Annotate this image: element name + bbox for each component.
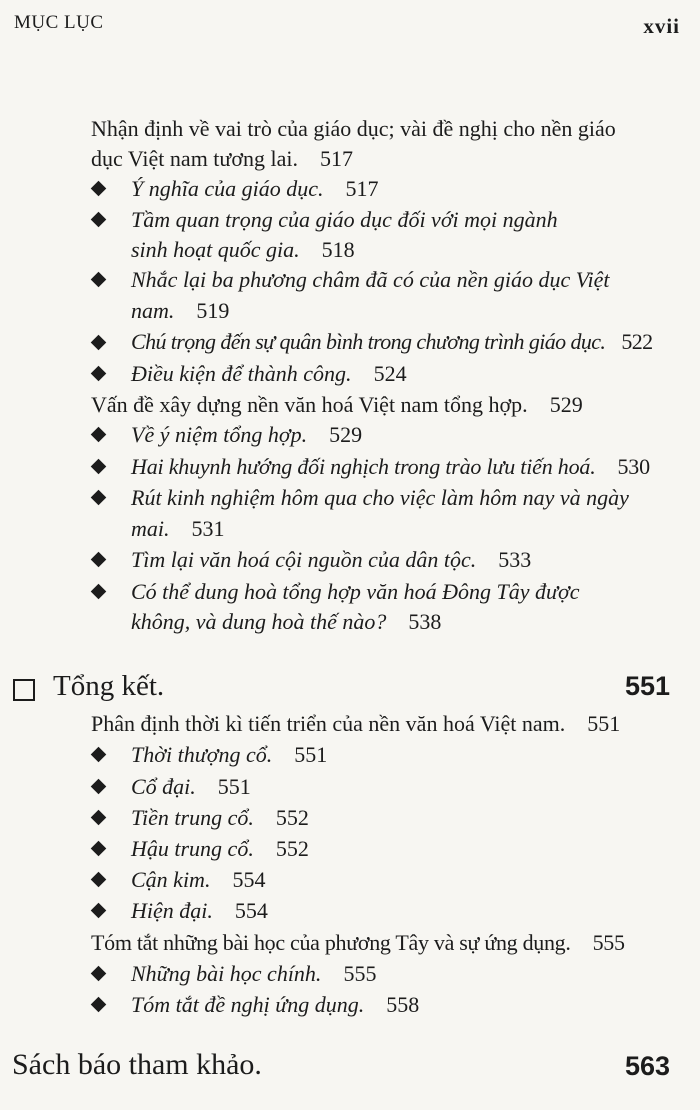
diamond-bullet-icon [91, 584, 107, 600]
toc-page-number: 531 [191, 516, 225, 541]
toc-entry-text: nam. [131, 298, 175, 323]
running-header-title: MỤC LỤC [14, 12, 104, 33]
diamond-bullet-icon [91, 427, 107, 443]
toc-subentry [131, 483, 629, 513]
references-title: Sách báo tham khảo. [12, 1048, 262, 1081]
toc-page-number: 551 [217, 774, 251, 799]
toc-entry-text: không, và dung hoà thế nào? [131, 609, 387, 634]
toc-subentry [131, 959, 376, 989]
page-number-roman: xvii [643, 14, 680, 38]
toc-subentry [131, 990, 419, 1020]
toc-entry-heading [91, 390, 583, 420]
diamond-bullet-icon [91, 966, 107, 982]
toc-entry-text: Nhắc lại ba phương châm đã có của nền giáo dục Việt [131, 267, 610, 292]
toc-entry-text: Phân định thời kì tiến triển của nền văn hoá Việt nam. [91, 711, 566, 736]
toc-entry-text: mai. [131, 516, 170, 541]
toc-page-number: 529 [549, 392, 583, 417]
toc-subentry [131, 865, 265, 895]
toc-page-number: 551 [294, 742, 328, 767]
toc-subentry [131, 545, 531, 575]
toc-entry-text: Tầm quan trọng của giáo dục đối với mọi ngành [131, 207, 558, 232]
toc-entry-text: sinh hoạt quốc gia. [131, 237, 300, 262]
toc-subentry [131, 740, 327, 770]
diamond-bullet-icon [91, 366, 107, 382]
toc-subentry [131, 327, 653, 357]
diamond-bullet-icon [91, 997, 107, 1013]
toc-entry-heading [91, 928, 625, 958]
toc-page-number: 551 [587, 711, 621, 736]
toc-subentry [131, 772, 251, 802]
toc-page-number: 519 [196, 298, 230, 323]
toc-entry-text: Hai khuynh hướng đối nghịch trong trào lưu tiến hoá. [131, 454, 596, 479]
diamond-bullet-icon [91, 903, 107, 919]
toc-subentry [131, 452, 650, 482]
toc-subentry [131, 896, 268, 926]
toc-entry-text: Chú trọng đến sự quân bình trong chương trình giáo dục. [131, 329, 606, 354]
diamond-bullet-icon [91, 459, 107, 475]
toc-page-number: 529 [329, 422, 363, 447]
toc-entry-text: Rút kinh nghiệm hôm qua cho việc làm hôm nay và ngày [131, 485, 629, 510]
checkbox-square-icon [13, 679, 35, 701]
toc-entry-text: Hậu trung cổ. [131, 836, 254, 861]
toc-subentry-cont [131, 607, 441, 637]
toc-entry-text: Có thể dung hoà tổng hợp văn hoá Đông Tây được [131, 579, 580, 604]
toc-entry-text: Hiện đại. [131, 898, 213, 923]
toc-page-number: 555 [343, 961, 377, 986]
toc-entry-text: Vấn đề xây dựng nền văn hoá Việt nam tổng hợp. [91, 392, 528, 417]
toc-entry-text: Nhận định về vai trò của giáo dục; vài đề nghị cho nền giáo [91, 116, 616, 141]
toc-entry-text: dục Việt nam tương lai. [91, 146, 298, 171]
diamond-bullet-icon [91, 212, 107, 228]
toc-entry-heading-cont [91, 144, 353, 174]
toc-entry-text: Tiền trung cổ. [131, 805, 254, 830]
toc-subentry [131, 174, 379, 204]
toc-subentry-cont [131, 296, 229, 326]
diamond-bullet-icon [91, 272, 107, 288]
references-page-number: 563 [624, 1051, 670, 1081]
section-title: Tổng kết. [53, 670, 165, 702]
toc-entry-text: Những bài học chính. [131, 961, 322, 986]
toc-page-number: 552 [275, 805, 309, 830]
toc-page-number: 558 [386, 992, 420, 1017]
toc-entry-text: Tìm lại văn hoá cội nguồn của dân tộc. [131, 547, 477, 572]
toc-page-number: 517 [345, 176, 379, 201]
diamond-bullet-icon [91, 181, 107, 197]
toc-page-number: 554 [232, 867, 266, 892]
diamond-bullet-icon [91, 810, 107, 826]
toc-entry-text: Cận kim. [131, 867, 211, 892]
diamond-bullet-icon [91, 747, 107, 763]
toc-page-number: 518 [321, 237, 355, 262]
section-page-number: 551 [624, 671, 670, 701]
toc-page-number: 530 [617, 454, 650, 479]
toc-subentry [131, 205, 558, 235]
toc-subentry-cont [131, 514, 225, 544]
toc-entry-text: Cổ đại. [131, 774, 196, 799]
diamond-bullet-icon [91, 872, 107, 888]
toc-page-number: 555 [592, 930, 625, 955]
toc-entry-text: Thời thượng cổ. [131, 742, 273, 767]
toc-subentry [131, 834, 309, 864]
toc-entry-text: Về ý niệm tổng hợp. [131, 422, 308, 447]
toc-page-number: 517 [319, 146, 353, 171]
toc-page-number: 554 [234, 898, 268, 923]
diamond-bullet-icon [91, 335, 107, 351]
diamond-bullet-icon [91, 841, 107, 857]
toc-entry-text: Tóm tắt những bài học của phương Tây và sự ứng dụng. [91, 930, 571, 955]
toc-subentry [131, 577, 580, 607]
toc-entry-heading [91, 709, 620, 739]
toc-page-number: 538 [408, 609, 442, 634]
toc-page-number: 552 [275, 836, 309, 861]
diamond-bullet-icon [91, 552, 107, 568]
toc-subentry [131, 265, 610, 295]
toc-entry-text: Điều kiện để thành công. [131, 361, 352, 386]
toc-subentry [131, 803, 309, 833]
toc-subentry [131, 420, 362, 450]
diamond-bullet-icon [91, 490, 107, 506]
toc-page-number: 533 [498, 547, 532, 572]
toc-page-number: 524 [373, 361, 407, 386]
diamond-bullet-icon [91, 779, 107, 795]
toc-page-number: 522 [621, 329, 653, 354]
toc-subentry [131, 359, 407, 389]
toc-entry-heading [91, 114, 616, 144]
toc-entry-text: Ý nghĩa của giáo dục. [131, 176, 324, 201]
toc-subentry-cont [131, 235, 355, 265]
toc-entry-text: Tóm tắt đề nghị ứng dụng. [131, 992, 365, 1017]
